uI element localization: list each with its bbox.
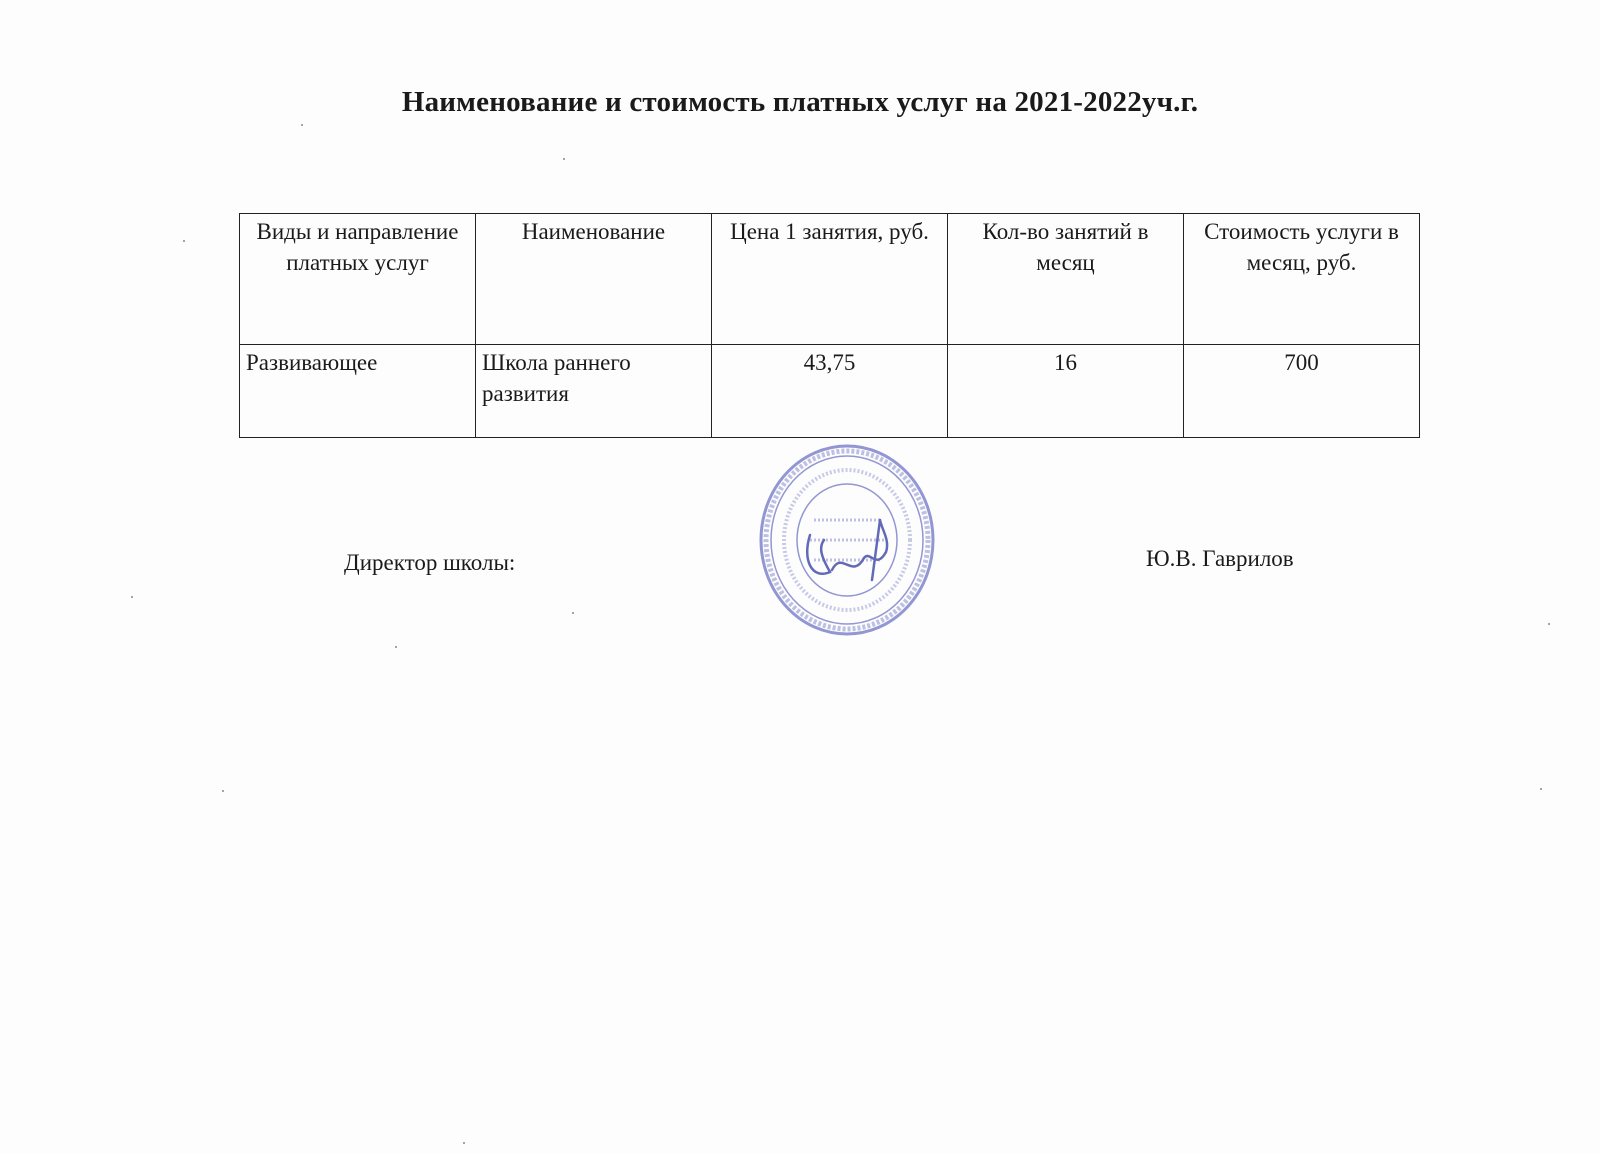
table-row [240, 345, 1420, 438]
header-service-name: Наименование [476, 214, 712, 345]
official-seal-stamp [752, 440, 942, 640]
services-table [239, 213, 1420, 438]
scan-speck [131, 596, 133, 598]
scan-speck [1548, 623, 1550, 625]
cell-price: 43,75 [712, 345, 948, 438]
header-lessons-per-month: Кол-во занятий в месяц [948, 214, 1184, 345]
scan-speck [572, 612, 574, 614]
header-monthly-cost: Стоимость услуги в месяц, руб. [1184, 214, 1420, 345]
header-service-type: Виды и направление платных услуг [240, 214, 476, 345]
scan-speck [222, 790, 224, 792]
scan-speck [563, 158, 565, 160]
header-price-per-lesson: Цена 1 занятия, руб. [712, 214, 948, 345]
director-label: Директор школы: [344, 550, 516, 575]
scan-speck [301, 124, 303, 126]
cell-service-name: Школа раннего развития [476, 345, 712, 438]
table-header-row [240, 214, 1420, 345]
scan-speck [1540, 788, 1542, 790]
scan-speck [463, 1142, 465, 1144]
cell-service-type: Развивающее [240, 345, 476, 438]
document-title: Наименование и стоимость платных услуг на 2021-2022уч.г. [401, 86, 1199, 118]
director-name: Ю.В. Гаврилов [1146, 546, 1294, 571]
cell-total: 700 [1184, 345, 1420, 438]
handwritten-signature [807, 520, 887, 580]
scan-speck [395, 646, 397, 648]
cell-count: 16 [948, 345, 1184, 438]
scan-speck [183, 240, 185, 242]
